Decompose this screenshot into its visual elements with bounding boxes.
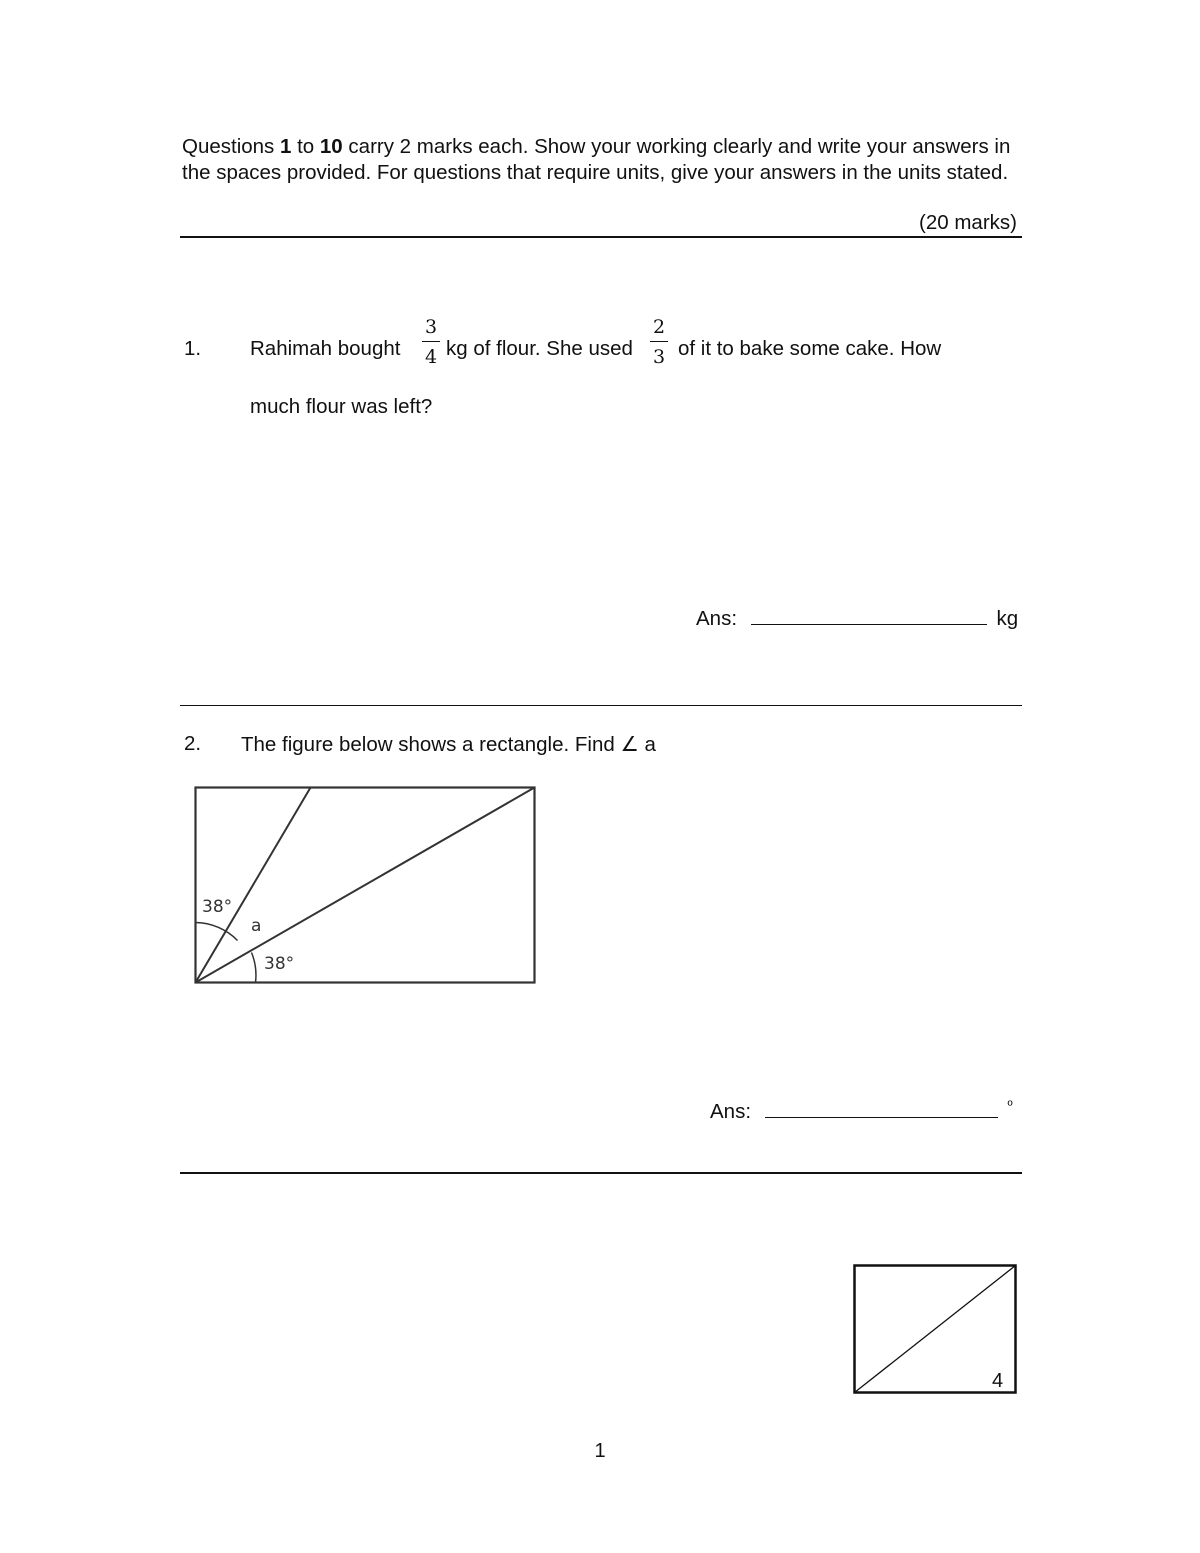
fraction-2-numerator: 2 (652, 316, 666, 338)
question-1-text-d: much flour was left? (250, 395, 433, 418)
question-1-number: 1. (184, 337, 202, 360)
score-box (852, 1263, 1018, 1395)
question-1-answer-label: Ans: (696, 607, 738, 630)
question-1-text-b: kg of flour. She used (446, 337, 633, 360)
question-1-answer-field[interactable] (751, 604, 987, 625)
instructions: Questions 1 to 10 carry 2 marks each. Show your working clearly and write your answers in the spaces provided. For questions that require units, give your answers in the units stated. (182, 135, 1011, 184)
fraction-three-quarters (420, 316, 442, 368)
question-2-answer-unit: º (1007, 1097, 1013, 1113)
header-divider (180, 236, 1022, 238)
question-2-text: The figure below shows a rectangle. Find ∠ a (241, 733, 656, 756)
lower-angle-arc (252, 953, 256, 983)
fraction-1-denominator: 4 (424, 346, 438, 368)
rectangle-figure (190, 782, 540, 988)
fraction-two-thirds (648, 316, 670, 368)
page-number: 1 (594, 1440, 606, 1462)
question-2-divider (180, 1172, 1022, 1174)
total-marks: (20 marks) (919, 211, 1017, 234)
question-2-number: 2. (184, 732, 202, 755)
question-2-answer-label: Ans: (710, 1100, 752, 1123)
angle-label-lower: 38° (264, 954, 295, 974)
instructions-bold-end: 10 (319, 135, 343, 158)
question-2-answer-field[interactable] (765, 1097, 998, 1118)
question-1-answer-unit: kg (996, 607, 1019, 630)
question-1-answer-row (696, 604, 1018, 631)
question-1-text-a: Rahimah bought (250, 337, 401, 360)
fraction-1-bar (422, 341, 440, 342)
question-2-answer-row (710, 1097, 1013, 1124)
upper-angle-arc (196, 923, 238, 941)
instructions-bold-start: 1 (280, 135, 292, 158)
fraction-1-numerator: 3 (424, 316, 438, 338)
fraction-2-bar (650, 341, 668, 342)
score-box-value: 4 (992, 1370, 1004, 1392)
angle-label-upper: 38° (202, 897, 233, 917)
diagonal-line (196, 788, 535, 983)
fraction-2-denominator: 3 (652, 346, 666, 368)
question-1-divider (180, 705, 1022, 706)
angle-label-a: a (251, 916, 262, 936)
question-1-text-c: of it to bake some cake. How (678, 337, 942, 360)
